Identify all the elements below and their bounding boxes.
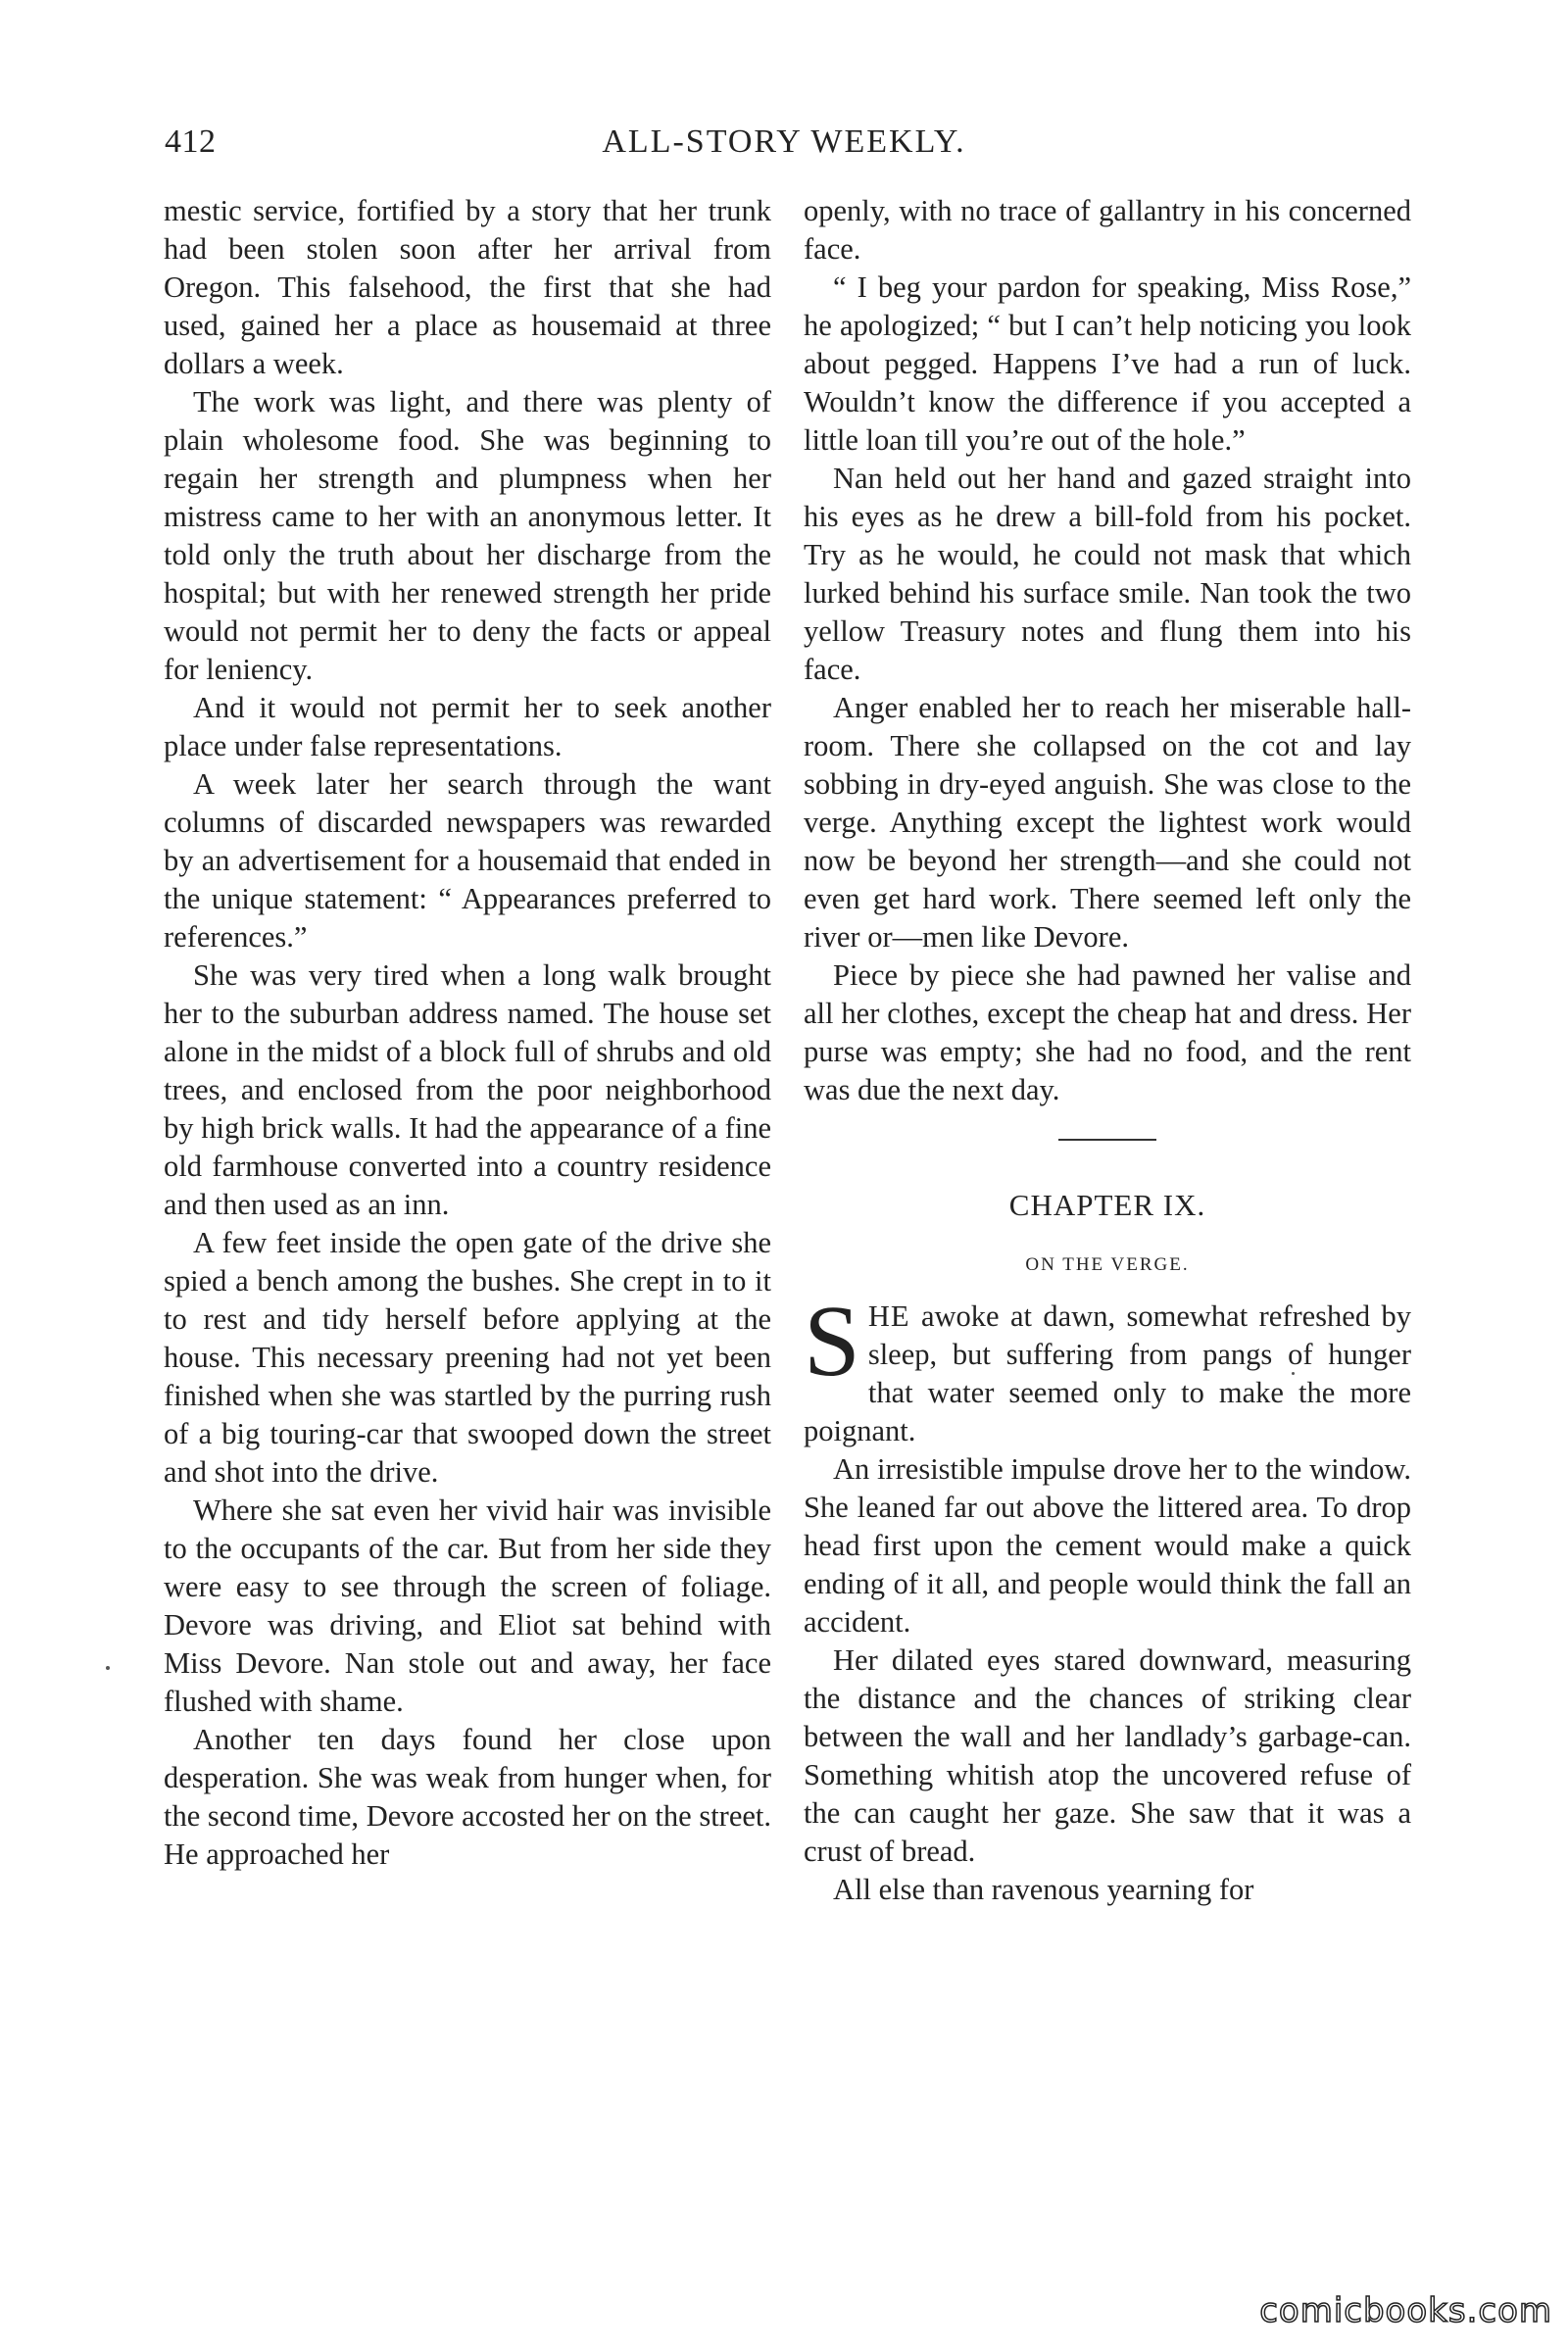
paragraph: A few feet inside the open gate of the drive she spied a bench among the bushes. She crept in to it to rest and tidy herself before applying at the house. This necessary preening had not yet been finished when she was startled by the purring rush of a big touring-car that swooped down the street and shot into the drive. xyxy=(164,1226,771,1489)
paragraph: “ I beg your pardon for speaking, Miss Rose,” he apologized; “ but I can’t help noticing you look about pegged. Happens I’ve had a run of luck. Wouldn’t know the difference if you accepted a little loan till you’re out of the hole.” xyxy=(804,270,1411,457)
paragraph: Nan held out her hand and gazed straight into his eyes as he drew a bill-fold from his pocket. Try as he would, he could not mask that which lurked behind his surface smile. Nan took the two yellow Treasury notes and flung them into his face. xyxy=(804,462,1411,686)
paragraph: Another ten days found her close upon desperation. She was weak from hunger when, for the second time, Devore accosted her on the street. He approached her xyxy=(164,1723,771,1871)
paragraph: Her dilated eyes stared downward, measuring the distance and the chances of striking clear between the wall and her landlady’s garbage-can. Something whitish atop the uncovered refuse of the can caught her gaze. She saw that it was a crust of bread. xyxy=(804,1643,1411,1868)
paragraph: Where she sat even her vivid hair was invisible to the occupants of the car. But from her side they were easy to see through the screen of foliage. Devore was driving, and Eliot sat behind with Miss Devore. Nan stole out and away, her face flushed with shame. xyxy=(164,1494,771,1718)
opening-lead-word: HE xyxy=(867,1299,910,1333)
left-column xyxy=(164,192,771,1874)
paragraph: A week later her search through the want columns of discarded newspapers was rewarded by an advertisement for a housemaid that ended in the unique statement: “ Appearances preferred to references.” xyxy=(164,767,771,954)
paragraph: An irresistible impulse drove her to the window. She leaned far out above the littered area. To drop head first upon the cement would make a quick ending of it all, and people would think the fall an accident. xyxy=(804,1452,1411,1639)
chapter-opening-paragraph xyxy=(804,1285,1411,1450)
chapter-title: CHAPTER IX. xyxy=(1008,1188,1206,1222)
paragraph: She was very tired when a long walk brought her to the suburban address named. The house set alone in the midst of a block full of shrubs and old trees, and enclosed from the poor neighborhood by high brick walls. It had the appearance of a fine old farmhouse converted into a country residence and then used as an inn. xyxy=(164,958,771,1221)
paragraph: mestic service, fortified by a story that her trunk had been stolen soon after her arrival from Oregon. This falsehood, the first that she had used, gained her a place as housemaid at three dollars a week. xyxy=(164,194,771,380)
paragraph: Piece by piece she had pawned her valise and all her clothes, except the cheap hat and dress. Her purse was empty; she had no food, and the rent was due the next day. xyxy=(804,958,1411,1106)
paragraph: The work was light, and there was plenty of plain wholesome food. She was beginning to regain her strength and plumpness when her mistress came to her with an anonymous letter. It told only the truth about her discharge from the hospital; but with her renewed strength her pride would not permit her to deny the facts or appeal for leniency. xyxy=(164,385,771,686)
chapter-subtitle: ON THE VERGE. xyxy=(1025,1254,1190,1275)
opening-text: awoke at dawn, somewhat refreshed by sleep, but suffering from pangs of hunger that water seemed only to make the more poignant. xyxy=(804,1299,1411,1447)
paper-speck xyxy=(106,1666,110,1670)
running-head: ALL-STORY WEEKLY. xyxy=(602,123,966,160)
paragraph: And it would not permit her to seek another place under false representations. xyxy=(164,691,771,762)
right-column xyxy=(804,192,1411,1909)
page-number: 412 xyxy=(165,123,217,160)
paragraph: Anger enabled her to reach her miserable hall-room. There she collapsed on the cot and lay sobbing in dry-eyed anguish. She was close to the verge. Anything except the lightest work would now be beyond her strength—and she could not even get hard work. There seemed left only the river or—men like Devore. xyxy=(804,691,1411,954)
paragraph: openly, with no trace of gallantry in his concerned face. xyxy=(804,194,1411,266)
section-divider xyxy=(1058,1139,1156,1141)
paper-speck xyxy=(1292,1372,1295,1375)
paragraph: All else than ravenous yearning for xyxy=(833,1873,1254,1906)
watermark: comicbooks.com xyxy=(1259,2291,1552,2330)
drop-cap: S xyxy=(804,1285,860,1397)
